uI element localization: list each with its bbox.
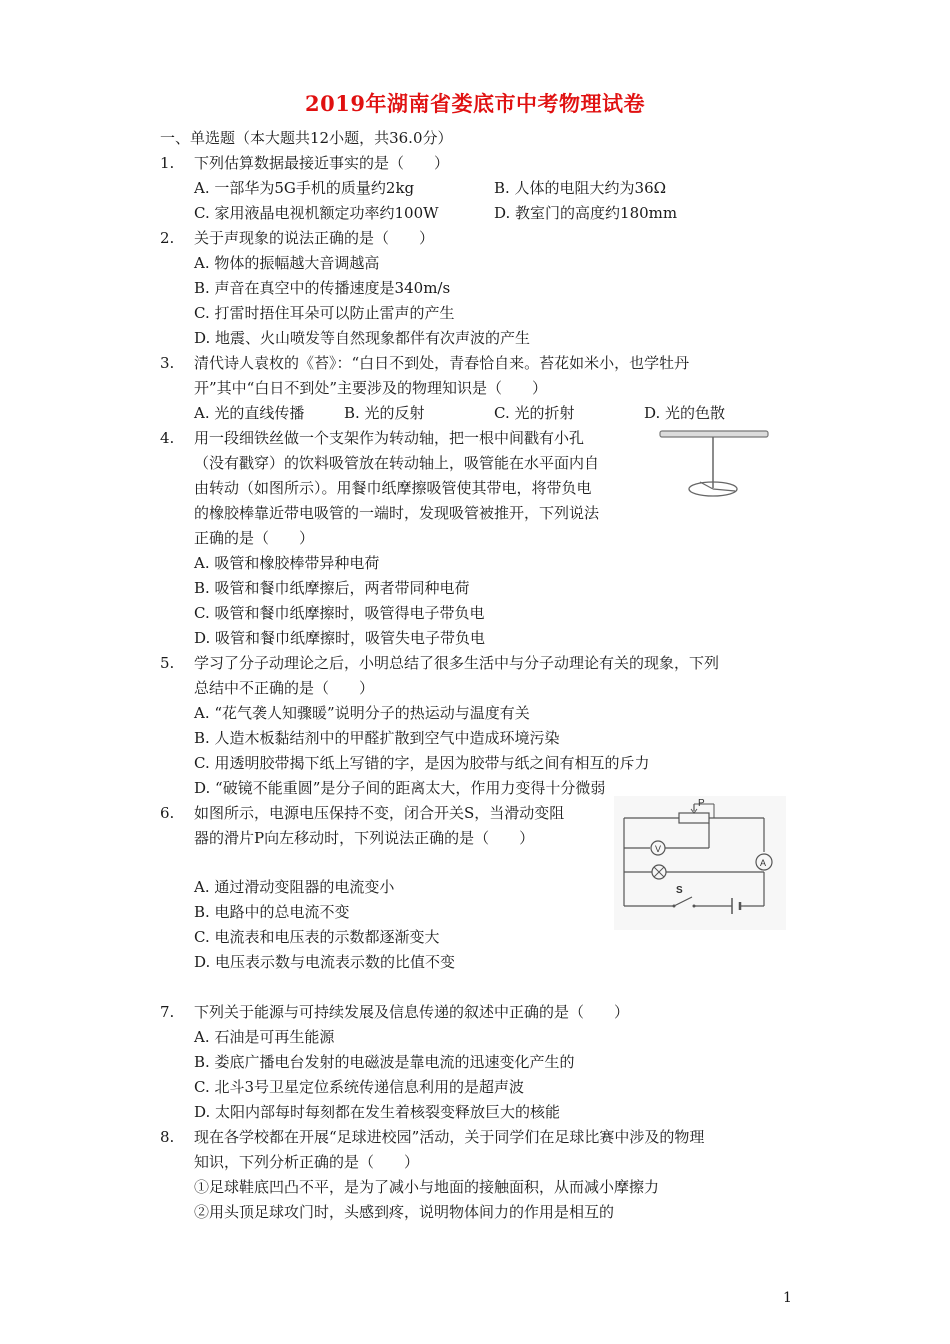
- q6-option-a: A. 通过滑动变阻器的电流变小: [194, 878, 395, 896]
- q3-option-a: A. 光的直线传播: [194, 404, 305, 422]
- q6-stem-line1: 如图所示，电源电压保持不变，闭合开关S，当滑动变阻: [194, 804, 565, 822]
- q2-stem: 关于声现象的说法正确的是（ ）: [194, 229, 435, 247]
- q4-stem-line4: 的橡胶棒靠近带电吸管的一端时，发现吸管被推开，下列说法: [194, 504, 600, 522]
- q8-statement-2: ②用头顶足球攻门时，头感到疼，说明物体间力的作用是相互的: [194, 1203, 615, 1221]
- q1-option-c: C. 家用液晶电视机额定功率约100W: [194, 204, 439, 222]
- q7-number: 7.: [160, 1003, 175, 1021]
- q4-option-a: A. 吸管和橡胶棒带异种电荷: [194, 554, 380, 572]
- q3-option-d: D. 光的色散: [644, 404, 726, 422]
- q8-stem-line1: 现在各学校都在开展“足球进校园”活动，关于同学们在足球比赛中涉及的物理: [194, 1128, 705, 1146]
- slider-label: P: [698, 798, 705, 809]
- q3-option-b: B. 光的反射: [344, 404, 425, 422]
- ammeter-label: A: [760, 858, 767, 868]
- switch-label: S: [676, 885, 683, 896]
- q4-stem-line3: 由转动（如图所示）。用餐巾纸摩擦吸管使其带电，将带负电: [194, 479, 592, 497]
- q8-number: 8.: [160, 1128, 175, 1146]
- q4-stem-line2: （没有戳穿）的饮料吸管放在转动轴上，吸管能在水平面内自: [194, 454, 600, 472]
- q2-option-a: A. 物体的振幅越大音调越高: [194, 254, 380, 272]
- section-heading: 一、单选题（本大题共12小题，共36.0分）: [160, 129, 453, 147]
- q5-option-c: C. 用透明胶带揭下纸上写错的字，是因为胶带与纸之间有相互的斥力: [194, 754, 650, 772]
- q1-option-d: D. 教室门的高度约180mm: [494, 204, 678, 222]
- q3-number: 3.: [160, 354, 175, 372]
- q1-option-b: B. 人体的电阻大约为36Ω: [494, 179, 667, 197]
- q4-number: 4.: [160, 429, 175, 447]
- page-title: 2019年湖南省娄底市中考物理试卷: [305, 91, 645, 116]
- q1-stem: 下列估算数据最接近事实的是（ ）: [194, 154, 450, 172]
- q4-stem-line1: 用一段细铁丝做一个支架作为转动轴，把一根中间戳有小孔: [194, 429, 585, 447]
- q7-option-c: C. 北斗3号卫星定位系统传递信息利用的是超声波: [194, 1078, 525, 1096]
- q2-option-b: B. 声音在真空中的传播速度是340m/s: [194, 279, 451, 297]
- q6-option-d: D. 电压表示数与电流表示数的比值不变: [194, 953, 456, 971]
- q6-option-b: B. 电路中的总电流不变: [194, 903, 350, 921]
- q2-option-c: C. 打雷时捂住耳朵可以防止雷声的产生: [194, 304, 455, 322]
- q8-stem-line2: 知识，下列分析正确的是（ ）: [194, 1153, 420, 1171]
- q7-stem: 下列关于能源与可持续发展及信息传递的叙述中正确的是（ ）: [194, 1003, 630, 1021]
- q5-option-a: A. “花气袭人知骤暖”说明分子的热运动与温度有关: [194, 704, 530, 722]
- q6-option-c: C. 电流表和电压表的示数都逐渐变大: [194, 928, 440, 946]
- q3-stem-line1: 清代诗人袁枚的《苔》：“白日不到处，青春恰自来。苔花如米小，也学牡丹: [194, 354, 690, 372]
- q6-stem-line2: 器的滑片P向左移动时，下列说法正确的是（ ）: [194, 829, 535, 847]
- q4-option-b: B. 吸管和餐巾纸摩擦后，两者带同种电荷: [194, 579, 470, 597]
- circuit-figure: [614, 796, 786, 930]
- q7-option-d: D. 太阳内部每时每刻都在发生着核裂变释放巨大的核能: [194, 1103, 561, 1121]
- q3-stem-line2: 开”其中“白日不到处”主要涉及的物理知识是（ ）: [194, 379, 548, 397]
- voltmeter-label: V: [655, 844, 662, 854]
- q1-option-a: A. 一部华为5G手机的质量约2kg: [194, 179, 415, 197]
- q2-number: 2.: [160, 229, 175, 247]
- q5-number: 5.: [160, 654, 175, 672]
- q8-statement-1: ①足球鞋底凹凸不平，是为了减小与地面的接触面积，从而减小摩擦力: [194, 1178, 660, 1196]
- q5-stem-line1: 学习了分子动理论之后，小明总结了很多生活中与分子动理论有关的现象，下列: [194, 654, 720, 672]
- q1-number: 1.: [160, 154, 175, 172]
- q5-option-b: B. 人造木板黏结剂中的甲醛扩散到空气中造成环境污染: [194, 729, 560, 747]
- q5-option-d: D. “破镜不能重圆”是分子间的距离太大，作用力变得十分微弱: [194, 779, 606, 797]
- q7-option-a: A. 石油是可再生能源: [194, 1028, 335, 1046]
- q7-option-b: B. 娄底广播电台发射的电磁波是靠电流的迅速变化产生的: [194, 1053, 575, 1071]
- q4-option-d: D. 吸管和餐巾纸摩擦时，吸管失电子带负电: [194, 629, 486, 647]
- q4-stem-line5: 正确的是（ ）: [194, 529, 315, 547]
- straw-drawing: [660, 431, 768, 437]
- q4-option-c: C. 吸管和餐巾纸摩擦时，吸管得电子带负电: [194, 604, 485, 622]
- page-number: 1: [783, 1290, 792, 1306]
- q2-option-d: D. 地震、火山喷发等自然现象都伴有次声波的产生: [194, 329, 531, 347]
- q3-option-c: C. 光的折射: [494, 404, 575, 422]
- q5-stem-line2: 总结中不正确的是（ ）: [194, 679, 375, 697]
- straw-pivot-figure: [655, 425, 775, 505]
- q6-number: 6.: [160, 804, 175, 822]
